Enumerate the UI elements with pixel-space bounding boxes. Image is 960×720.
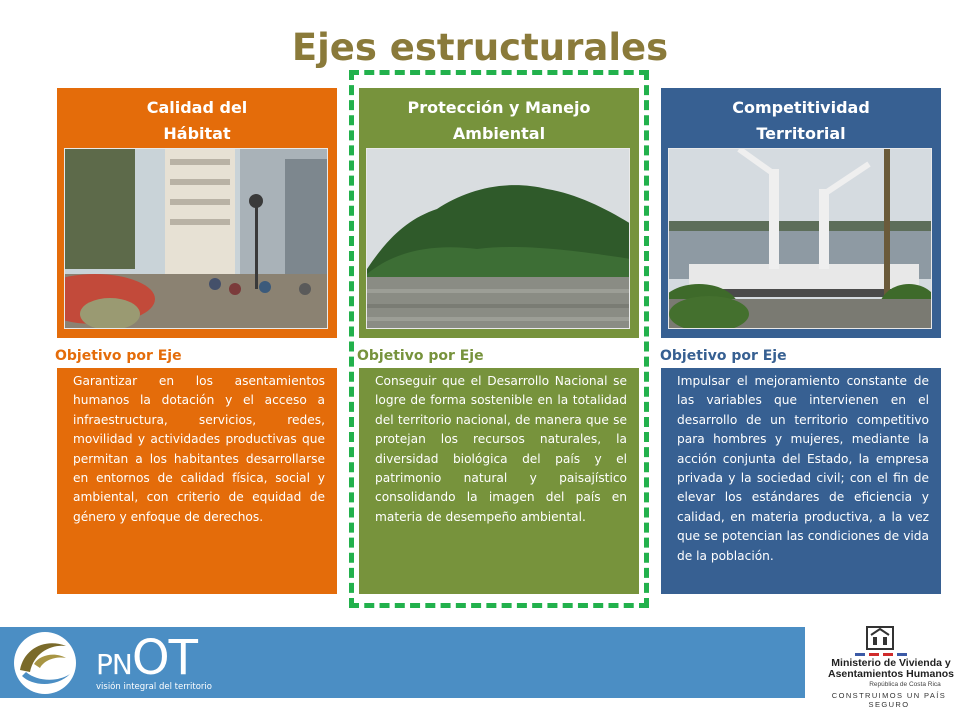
pnot-logo-text [96, 630, 197, 689]
ministry-country: República de Costa Rica [869, 681, 941, 688]
selected-axis-highlight [349, 70, 649, 608]
city-street-photo [64, 148, 328, 329]
objective-text-habitat: Garantizar en los asentamientos humanos la dotación y el acceso a infraestructura, servicios, redes, movilidad y actividades productivas que permitan a los habitantes desarrollarse en entornos de calidad física, social y ambiental, con criterio de equidad de género y enfoque de derechos. [73, 374, 325, 524]
pnot-swirl-icon [12, 630, 92, 696]
objective-text-competitividad: Impulsar el mejoramiento constante de las variables que intervienen en el desarrollo de un territorio competitivo para hombres y mujeres, mediante la acción conjunta del Estado, la empresa privada y la sociedad civil; con el fin de elevar los estándares de eficiencia y calidad, en materia productiva, a la vez que se potencian las condiciones de vida de la población. [677, 374, 929, 563]
ministry-name: Ministerio de Vivienda y Asentamientos Humanos [827, 657, 955, 680]
ministry-slogan: CONSTRUIMOS UN PAÍS SEGURO [831, 691, 947, 709]
axis-title-ambiental: Protección y Manejo Ambiental [407, 98, 591, 143]
axis-title-habitat: Calidad del Hábitat [146, 98, 248, 143]
objective-text-ambiental: Conseguir que el Desarrollo Nacional se logre de forma sostenible en la totalidad del territorio nacional, de manera que se protejan los recursos naturales, la diversidad biológica del país y el patrimonio natural y paisajístico consolidando la imagen del país en materia de desempeño ambiental. [375, 374, 627, 524]
pnot-tagline: visión integral del territorio [96, 682, 212, 692]
pnot-logo [12, 630, 232, 696]
objective-label-ambiental: Objetivo por Eje [357, 348, 484, 364]
objective-box-habitat [57, 368, 337, 594]
slide-title: Ejes estructurales [291, 26, 669, 69]
ministry-emblem-icon [815, 625, 955, 661]
axis-card-competitividad [661, 88, 941, 338]
port-cranes-photo [668, 148, 932, 329]
pnot-logo-ot: OT [131, 630, 197, 686]
axis-title-competitividad: Competitividad Territorial [732, 98, 870, 143]
axis-card-habitat [57, 88, 337, 338]
objective-label-habitat: Objetivo por Eje [55, 348, 182, 364]
objective-label-competitividad: Objetivo por Eje [660, 348, 787, 364]
pnot-logo-pn: PN [96, 648, 132, 681]
objective-box-competitividad [661, 368, 941, 594]
ministry-logo [815, 625, 955, 709]
